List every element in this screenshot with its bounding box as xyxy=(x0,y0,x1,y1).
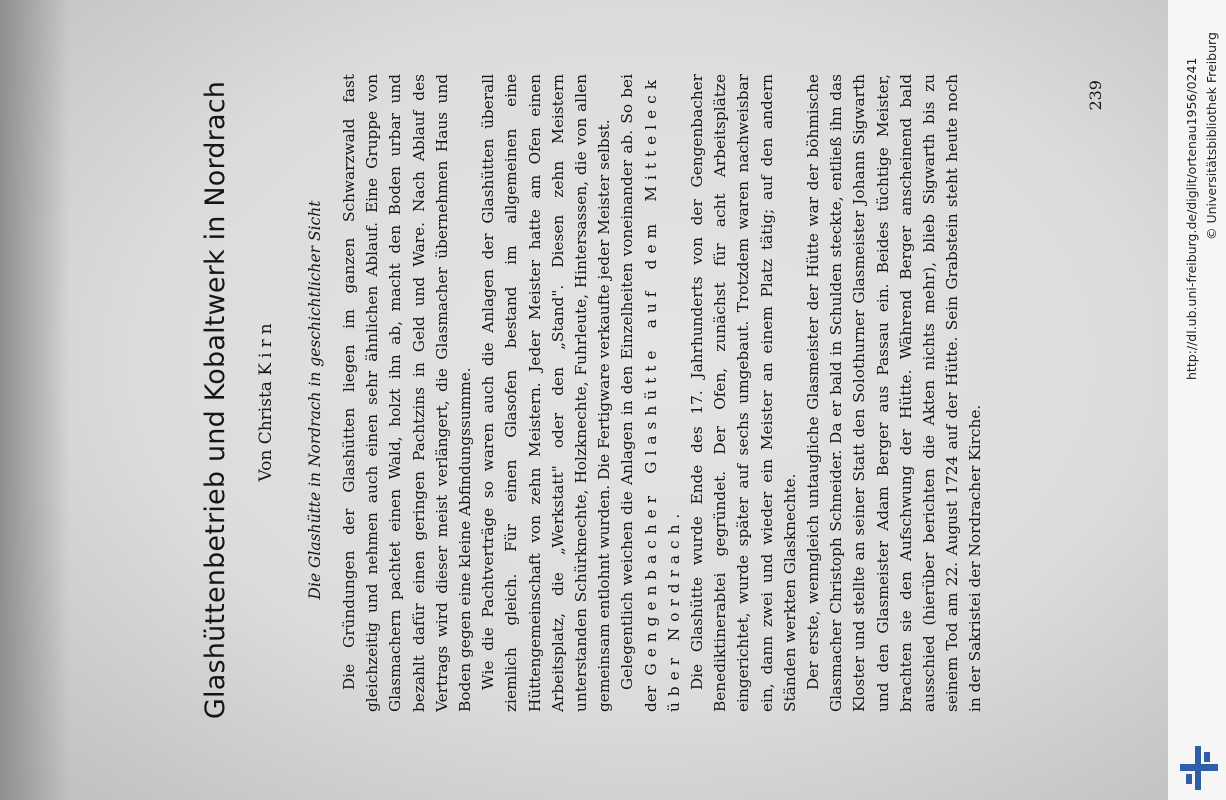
author-name: Kirn xyxy=(256,318,276,376)
paragraph-1: Die Gründungen der Glashütten liegen im ganzen Schwarzwald fast gleichzeitig und nehmen auch einen sehr ähnlichen Ablauf. Eine Gruppe von Glasmachern pachtet einen Wald, holzt ihn ab, macht den Boden urbar und bezahlt dafür einen geringen Pachtzins in Geld und Ware. Nach Ablauf des Vertrags wird dieser meist verlängert, die Glasmacher übernehmen Haus und Boden gegen eine kleine Abfindungssumme. xyxy=(340,74,475,712)
paragraph-3-spaced: Gengenbacher Glashütte auf dem Mitteleck über Nordrach. xyxy=(641,74,683,712)
author-prefix: Von Christa xyxy=(256,381,276,482)
article-subtitle: Die Glashütte in Nordrach in geschichtlicher Sicht xyxy=(306,200,324,600)
paragraph-2: Wie die Pachtverträge so waren auch die Anlagen der Glashütten überall ziemlich gleich. Für einen Glasofen bestand im allgemeinen eine Hüttengemeinschaft von zehn Meistern. Jeder Meister hatte am Ofen einen Arbeitsplatz, die „Werkstatt" oder den „Stand". Diesen zehn Meistern unterstanden Schürknechte, Holzknechte, Fuhrleute, Hintersassen, die von allen gemeinsam entlohnt wurden. Die Fertigware verkaufte jeder Meister selbst. xyxy=(479,74,614,712)
page-number: 239 xyxy=(1086,80,1105,111)
article-body xyxy=(338,74,988,712)
source-url-link[interactable]: http://dl.ub.uni-freiburg.de/diglit/ortenau1956/0241 xyxy=(1184,57,1199,380)
paragraph-3 xyxy=(616,74,686,712)
ub-freiburg-logo-icon xyxy=(1176,746,1222,790)
credit-text: © Universitätsbibliothek Freiburg xyxy=(1204,32,1219,240)
paragraph-5: Der erste, wenngleich untaugliche Glasmeister der Hütte war der böhmische Glasmacher Christoph Schneider. Da er bald in Schulden steckte, entließ ihn das Kloster und stellte an seiner Statt den Solothurner Glasmeister Johann Sigwarth und den Glasmeister Adam Berger aus Passau ein. Beides tüchtige Meister, brachten sie den Aufschwung der Hütte. Während Berger anscheinend bald ausschied (hierüber berichten die Akten nichts mehr), blieb Sigwarth bis zu seinem Tod am 22. August 1724 auf der Hütte. Sein Grabstein steht heute noch in der Sakristei der Nordracher Kirche. xyxy=(804,74,985,712)
author-line xyxy=(256,50,276,750)
article-title: Glashüttenbetrieb und Kobaltwerk in Nordrach xyxy=(200,80,231,720)
paragraph-4: Die Glashütte wurde Ende des 17. Jahrhunderts von der Gengenbacher Benediktinerabtei gegründet. Der Ofen, zunächst für acht Arbeitsplätze eingerichtet, wurde später auf sechs umgebaut. Trotzdem waren nachweisbar ein, dann zwei und wieder ein Meister an einem Platz tätig; auf den andern Ständen werkten Glasknechte. xyxy=(688,74,799,712)
paragraph-3-lead: Gelegentlich weichen die Anlagen in den Einzelheiten voneinander ab. So bei der xyxy=(618,74,660,712)
